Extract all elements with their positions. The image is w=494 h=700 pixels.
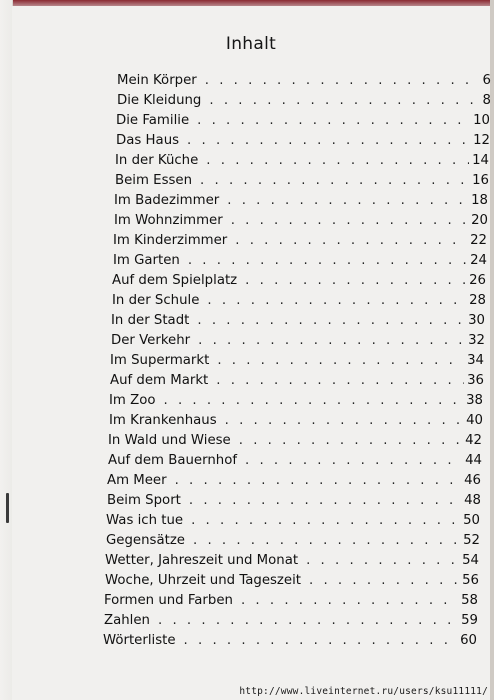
dot-leader [187, 133, 470, 148]
entry-title: Die Familie [116, 113, 190, 128]
entry-page-number: 18 [471, 193, 488, 208]
watermark-url: http://www.liveinternet.ru/users/ksu11111/ [239, 686, 488, 697]
entry-page-number: 42 [465, 433, 482, 448]
entry-page-number: 34 [467, 353, 484, 368]
dot-leader [306, 553, 459, 568]
entry-title: Die Kleidung [117, 93, 202, 108]
entry-title: Der Verkehr [111, 333, 191, 348]
entry-title: Wetter, Jahreszeit und Monat [105, 553, 299, 568]
dot-leader [191, 513, 460, 528]
dot-leader [216, 373, 464, 388]
toc-entry [117, 93, 491, 112]
toc-entry [109, 413, 483, 432]
entry-title: Im Badezimmer [114, 193, 220, 208]
dot-leader [188, 253, 467, 268]
book-page [12, 6, 490, 700]
toc-entry [106, 533, 480, 552]
dot-leader [225, 413, 463, 428]
dot-leader [309, 573, 459, 588]
entry-page-number: 54 [462, 553, 479, 568]
entry-title: Im Wohnzimmer [114, 213, 223, 228]
entry-title: Im Zoo [109, 393, 156, 408]
toc-entry [104, 593, 478, 612]
entry-page-number: 56 [462, 573, 479, 588]
entry-page-number: 32 [468, 333, 485, 348]
dot-leader [193, 533, 460, 548]
entry-page-number: 48 [464, 493, 481, 508]
toc-entry [110, 373, 484, 392]
dot-leader [205, 73, 480, 88]
toc-entry [116, 113, 490, 132]
entry-page-number: 24 [470, 253, 487, 268]
binding-mark [6, 493, 9, 523]
entry-title: Auf dem Spielplatz [112, 273, 238, 288]
toc-entry [105, 573, 479, 592]
toc-entry [104, 613, 478, 632]
entry-title: Mein Körper [117, 73, 197, 88]
entry-title: Im Kinderzimmer [113, 233, 228, 248]
entry-page-number: 36 [467, 373, 484, 388]
entry-page-number: 46 [464, 473, 481, 488]
dot-leader [197, 113, 470, 128]
toc-entry [109, 393, 483, 412]
entry-page-number: 58 [461, 593, 478, 608]
dot-leader [217, 353, 464, 368]
toc-entry [111, 333, 485, 352]
table-of-contents [12, 6, 490, 700]
dot-leader [241, 593, 458, 608]
dot-leader [158, 613, 458, 628]
entry-page-number: 20 [471, 213, 488, 228]
toc-entry [108, 453, 482, 472]
entry-page-number: 44 [465, 453, 482, 468]
entry-title: Im Supermarkt [110, 353, 210, 368]
entry-title: Auf dem Markt [110, 373, 209, 388]
page-title: Inhalt [225, 34, 277, 54]
toc-entry [106, 513, 480, 532]
entry-page-number: 10 [473, 113, 490, 128]
toc-entry [112, 273, 486, 292]
dot-leader [189, 493, 461, 508]
toc-entry [112, 293, 486, 312]
entry-title: Was ich tue [106, 513, 184, 528]
entry-title: Im Krankenhaus [109, 413, 217, 428]
dot-leader [245, 453, 462, 468]
toc-entry [103, 633, 477, 652]
entry-title: Am Meer [107, 473, 167, 488]
entry-title: Wörterliste [103, 633, 176, 648]
toc-entry [107, 473, 481, 492]
entry-title: In der Küche [115, 153, 199, 168]
entry-page-number: 50 [463, 513, 480, 528]
dot-leader [198, 333, 465, 348]
toc-entry [113, 233, 487, 252]
dot-leader [200, 173, 469, 188]
entry-title: In Wald und Wiese [108, 433, 231, 448]
entry-page-number: 40 [466, 413, 483, 428]
entry-page-number: 26 [469, 273, 486, 288]
entry-title: Gegensätze [106, 533, 185, 548]
entry-page-number: 30 [468, 313, 485, 328]
entry-page-number: 59 [461, 613, 478, 628]
entry-page-number: 52 [463, 533, 480, 548]
entry-page-number: 8 [482, 93, 491, 108]
toc-entry [111, 313, 485, 332]
entry-title: Im Garten [113, 253, 180, 268]
toc-entry [117, 73, 491, 92]
entry-page-number: 16 [472, 173, 489, 188]
dot-leader [175, 473, 462, 488]
entry-title: In der Stadt [111, 313, 190, 328]
toc-entry [116, 133, 490, 152]
entry-title: In der Schule [112, 293, 200, 308]
toc-entry [110, 353, 484, 372]
entry-title: Beim Essen [115, 173, 193, 188]
toc-entry [114, 213, 488, 232]
toc-entry [115, 153, 489, 172]
dot-leader [197, 313, 465, 328]
entry-title: Woche, Uhrzeit und Tageszeit [105, 573, 302, 588]
entry-page-number: 38 [466, 393, 483, 408]
toc-entry [107, 493, 481, 512]
entry-title: Auf dem Bauernhof [108, 453, 238, 468]
dot-leader [231, 213, 468, 228]
toc-entry [115, 173, 489, 192]
dot-leader [227, 193, 468, 208]
entry-page-number: 12 [473, 133, 490, 148]
dot-leader [239, 433, 462, 448]
entry-page-number: 6 [482, 73, 491, 88]
entry-title: Zahlen [104, 613, 150, 628]
entry-page-number: 22 [470, 233, 487, 248]
toc-entry [108, 433, 482, 452]
dot-leader [184, 633, 458, 648]
dot-leader [235, 233, 467, 248]
toc-entry [114, 193, 488, 212]
entry-title: Das Haus [116, 133, 180, 148]
dot-leader [209, 93, 479, 108]
entry-title: Formen und Farben [104, 593, 233, 608]
toc-entry [105, 553, 479, 572]
dot-leader [163, 393, 463, 408]
entry-page-number: 60 [460, 633, 477, 648]
toc-entry [113, 253, 487, 272]
entry-page-number: 28 [469, 293, 486, 308]
dot-leader [245, 273, 466, 288]
entry-title: Beim Sport [107, 493, 181, 508]
entry-page-number: 14 [472, 153, 489, 168]
dot-leader [206, 153, 469, 168]
dot-leader [207, 293, 466, 308]
